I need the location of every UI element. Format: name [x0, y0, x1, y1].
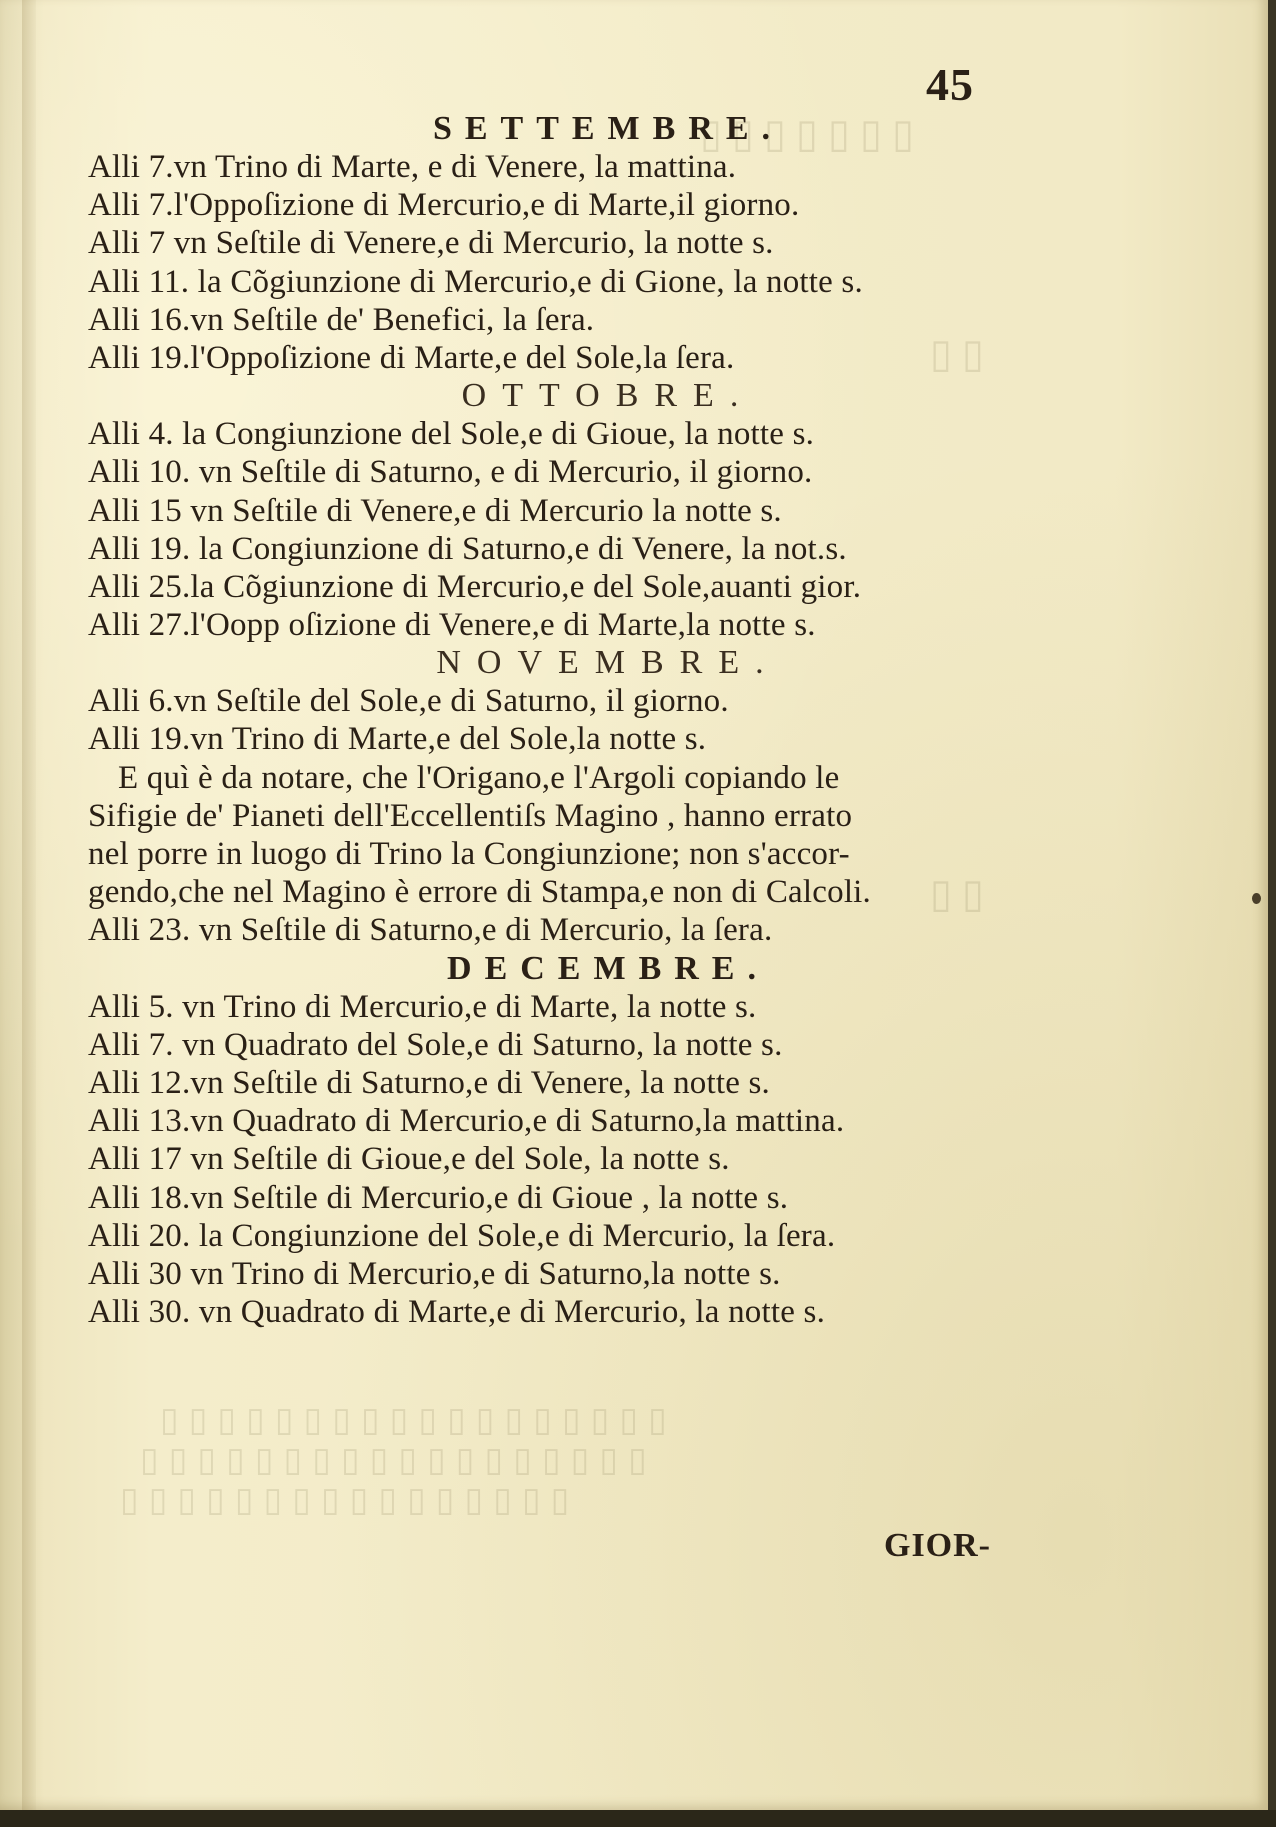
page-right-edge: [1268, 0, 1276, 1827]
entry-line: Alli 7. vn Quadrato del Sole,e di Saturno, la notte s.: [88, 1026, 783, 1063]
entry-line: Alli 18.vn Seſtile di Mercurio,e di Gioue , la notte s.: [88, 1179, 789, 1216]
ink-spot: [1252, 893, 1261, 904]
show-through-mark: ▯▯▯▯▯▯▯: [700, 111, 925, 156]
entry-line: Alli 30. vn Quadrato di Marte,e di Mercurio, la notte s.: [88, 1294, 826, 1331]
entry-line: Alli 19.l'Oppoſizione di Marte,e del Sole,la ſera.: [88, 339, 735, 376]
entry-line: Alli 19. la Congiunzione di Saturno,e di Venere, la not.s.: [88, 530, 847, 567]
note-line: E quì è da notare, che l'Origano,e l'Argoli copiando le: [118, 759, 840, 796]
entry-line: Alli 7.l'Oppoſizione di Mercurio,e di Marte,il giorno.: [88, 187, 800, 224]
show-through-mark: ▯▯▯▯▯▯▯▯▯▯▯▯▯▯▯▯▯▯: [140, 1442, 657, 1479]
note-line: Sifigie de' Pianeti dell'Eccellentiſs Magino , hanno errato: [88, 797, 853, 834]
page-bottom-edge: [0, 1810, 1276, 1827]
show-through-mark: ▯▯▯▯▯▯▯▯▯▯▯▯▯▯▯▯▯▯: [160, 1402, 677, 1439]
show-through-mark: ▯▯▯▯▯▯▯▯▯▯▯▯▯▯▯▯: [120, 1482, 580, 1519]
entry-line: Alli 27.l'Oopp oſizione di Venere,e di Marte,la notte s.: [88, 607, 816, 644]
month-heading-settembre: SETTEMBRE.: [432, 110, 784, 147]
month-heading-ottobre: OTTOBRE.: [461, 377, 755, 415]
show-through-mark: ▯▯: [930, 331, 995, 376]
entry-line: Alli 12.vn Seſtile di Saturno,e di Venere, la notte s.: [88, 1064, 770, 1101]
note-line: nel porre in luogo di Trino la Congiunzione; non s'accor-: [88, 836, 850, 872]
show-through-mark: ▯▯: [930, 871, 995, 916]
ephemeris-text: [88, 110, 1068, 1331]
entry-line: Alli 7.vn Trino di Marte, e di Venere, la mattina.: [88, 149, 737, 185]
entry-line: Alli 20. la Congiunzione del Sole,e di Mercurio, la ſera.: [88, 1217, 836, 1254]
entry-line: Alli 11. la Cõgiunzione di Mercurio,e di Gione, la notte s.: [88, 263, 863, 300]
entry-line: Alli 15 vn Seſtile di Venere,e di Mercurio la notte s.: [88, 492, 782, 529]
entry-line: Alli 6.vn Seſtile del Sole,e di Saturno, il giorno.: [88, 683, 729, 720]
month-heading-decembre: DECEMBRE.: [447, 949, 769, 987]
entry-line: Alli 16.vn Seſtile de' Benefici, la ſera.: [88, 301, 595, 338]
entry-line: Alli 13.vn Quadrato di Mercurio,e di Saturno,la mattina.: [88, 1103, 845, 1140]
entry-line: Alli 25.la Cõgiunzione di Mercurio,e del Sole,auanti gior.: [88, 568, 862, 605]
entry-line: Alli 4. la Congiunzione del Sole,e di Gioue, la notte s.: [88, 416, 815, 453]
entry-line: Alli 17 vn Seſtile di Gioue,e del Sole, la notte s.: [88, 1141, 730, 1178]
catchword: GIOR-: [884, 1527, 991, 1564]
page-number: 45: [926, 59, 974, 110]
note-line: gendo,che nel Magino è errore di Stampa,e non di Calcoli.: [88, 874, 872, 911]
entry-line: Alli 30 vn Trino di Mercurio,e di Saturno,la notte s.: [88, 1255, 781, 1292]
page-gutter: [22, 0, 36, 1810]
month-heading-novembre: NOVEMBRE.: [436, 644, 780, 682]
entry-line: Alli 10. vn Seſtile di Saturno, e di Mercurio, il giorno.: [88, 454, 813, 491]
entry-line: Alli 19.vn Trino di Marte,e del Sole,la notte s.: [88, 721, 707, 758]
entry-line: Alli 5. vn Trino di Mercurio,e di Marte, la notte s.: [88, 988, 757, 1025]
entry-line: Alli 7 vn Seſtile di Venere,e di Mercurio, la notte s.: [88, 225, 774, 262]
entry-line: Alli 23. vn Seſtile di Saturno,e di Mercurio, la ſera.: [88, 912, 773, 949]
